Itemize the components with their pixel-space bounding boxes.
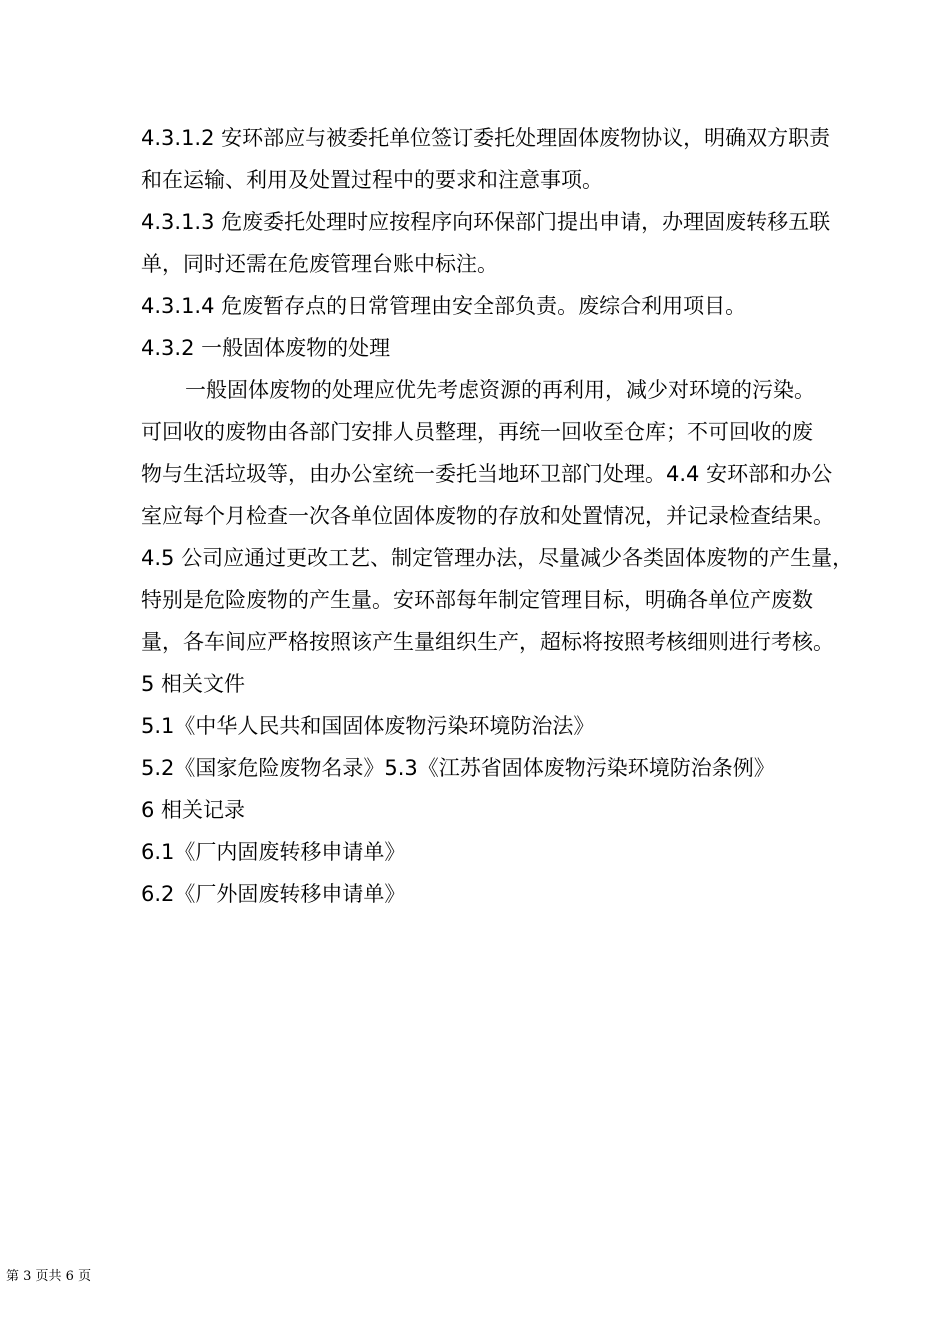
reference-item: 5.2《国家危险废物名录》5.3《江苏省固体废物污染环境防治条例》 [141,756,775,780]
paragraph-line: 可回收的废物由各部门安排人员整理，再统一回收至仓库；不可回收的废 [141,420,813,444]
paragraph-line: 和在运输、利用及处置过程中的要求和注意事项。 [141,168,603,192]
section-heading: 6 相关记录 [141,798,246,822]
paragraph-line: 4.3.1.2 安环部应与被委托单位签订委托处理固体废物协议，明确双方职责 [141,126,831,150]
paragraph-line: 量，各车间应严格按照该产生量组织生产，超标将按照考核细则进行考核。 [141,630,834,654]
paragraph-line: 物与生活垃圾等，由办公室统一委托当地环卫部门处理。4.4 安环部和办公 [141,462,833,486]
section-heading: 4.3.2 一般固体废物的处理 [141,336,391,360]
reference-item: 5.1《中华人民共和国固体废物污染环境防治法》 [141,714,595,738]
paragraph-line: 特别是危险废物的产生量。安环部每年制定管理目标，明确各单位产废数 [141,588,813,612]
paragraph-line: 4.3.1.3 危废委托处理时应按程序向环保部门提出申请，办理固废转移五联 [141,210,831,234]
paragraph-line: 一般固体废物的处理应优先考虑资源的再利用，减少对环境的污染。 [185,378,815,402]
paragraph-line: 单，同时还需在危废管理台账中标注。 [141,252,498,276]
section-heading: 5 相关文件 [141,672,246,696]
paragraph-line: 室应每个月检查一次各单位固体废物的存放和处置情况，并记录检查结果。 [141,504,834,528]
document-body [141,117,883,915]
paragraph-line: 4.3.1.4 危废暂存点的日常管理由安全部负责。废综合利用项目。 [141,294,747,318]
page-number: 第 3 页共 6 页 [6,1269,92,1284]
record-item: 6.2《厂外固废转移申请单》 [141,882,406,906]
paragraph-line: 4.5 公司应通过更改工艺、制定管理办法，尽量减少各类固体废物的产生量， [141,546,854,570]
record-item: 6.1《厂内固废转移申请单》 [141,840,406,864]
